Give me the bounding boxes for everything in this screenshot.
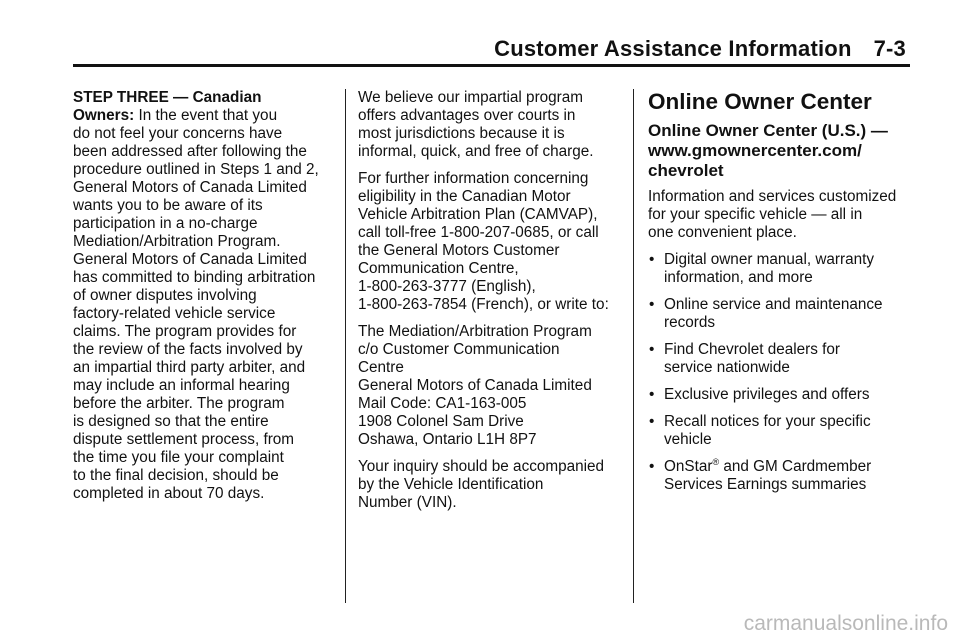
- list-item-line: Digital owner manual, warranty: [664, 251, 874, 268]
- text-line: by the Vehicle Identification: [358, 476, 544, 493]
- column-left: [73, 89, 333, 512]
- section-title: Customer Assistance Information: [494, 36, 852, 61]
- column-divider: [345, 89, 346, 603]
- address-line: 1908 Colonel Sam Drive: [358, 413, 524, 430]
- text-line: to the final decision, should be: [73, 467, 279, 484]
- text-line: Number (VIN).: [358, 494, 457, 511]
- text-line: procedure outlined in Steps 1 and 2,: [73, 161, 319, 178]
- bullet: •: [649, 413, 655, 430]
- vin-paragraph: [358, 458, 628, 512]
- bullet: •: [649, 386, 655, 403]
- bullet: •: [649, 458, 655, 475]
- text-line: the General Motors Customer: [358, 242, 560, 259]
- header-rule: [73, 64, 910, 67]
- page-number: 7-3: [873, 36, 906, 61]
- text-line: claims. The program provides for: [73, 323, 297, 340]
- intro-paragraph: [648, 188, 916, 242]
- text-line: of owner disputes involving: [73, 287, 257, 304]
- address-line: Oshawa, Ontario L1H 8P7: [358, 431, 537, 448]
- text-line: offers advantages over courts in: [358, 107, 576, 124]
- list-item-line: Find Chevrolet dealers for: [664, 341, 840, 358]
- text-line: Your inquiry should be accompanied: [358, 458, 605, 475]
- list-item-line: Online service and maintenance: [664, 296, 883, 313]
- subheading-line: www.gmownercenter.com/: [648, 141, 862, 160]
- list-item-line: Services Earnings summaries: [664, 476, 867, 493]
- services-list: [648, 251, 916, 494]
- page-header: [494, 36, 906, 62]
- list-item-line: service nationwide: [664, 359, 790, 376]
- text-line: been addressed after following the: [73, 143, 307, 160]
- text-line: one convenient place.: [648, 224, 797, 241]
- text-line: participation in a no-charge: [73, 215, 258, 232]
- list-item-line: Exclusive privileges and offers: [664, 386, 870, 403]
- text-line: 1-800-263-3777 (English),: [358, 278, 536, 295]
- text-line: completed in about 70 days.: [73, 485, 265, 502]
- text-line: Information and services customized: [648, 188, 897, 205]
- address-line: General Motors of Canada Limited: [358, 377, 592, 394]
- text-line: an impartial third party arbiter, and: [73, 359, 306, 376]
- subheading-line: Online Owner Center (U.S.) —: [648, 121, 888, 140]
- list-item: [648, 251, 916, 287]
- contact-paragraph: [358, 170, 628, 314]
- text-line: before the arbiter. The program: [73, 395, 285, 412]
- list-item: [648, 341, 916, 377]
- registered-mark: ®: [712, 457, 720, 467]
- text-line: factory-related vehicle service: [73, 305, 276, 322]
- subheading-line: chevrolet: [648, 161, 724, 180]
- address-line: The Mediation/Arbitration Program: [358, 323, 592, 340]
- list-item: [648, 413, 916, 449]
- text-line: is designed so that the entire: [73, 413, 269, 430]
- column-middle: [358, 89, 628, 521]
- list-item-line: [664, 458, 916, 476]
- text-line: for your specific vehicle — all in: [648, 206, 863, 223]
- list-item: [648, 296, 916, 332]
- watermark: carmanualsonline.info: [743, 612, 948, 635]
- text-line: Mediation/Arbitration Program.: [73, 233, 281, 250]
- address-line: Centre: [358, 359, 404, 376]
- bullet: •: [649, 296, 655, 313]
- text-line: In the event that you: [138, 107, 278, 124]
- step-three-heading: STEP THREE — Canadian: [73, 89, 262, 106]
- list-item: [648, 386, 916, 404]
- text-line: most jurisdictions because it is: [358, 125, 565, 142]
- text-line: the time you file your complaint: [73, 449, 284, 466]
- text-line: [73, 107, 333, 125]
- text-line: Vehicle Arbitration Plan (CAMVAP),: [358, 206, 598, 223]
- text-line: General Motors of Canada Limited: [73, 251, 307, 268]
- list-item-line: records: [664, 314, 716, 331]
- brand-name: OnStar: [664, 458, 713, 475]
- text-line: General Motors of Canada Limited: [73, 179, 307, 196]
- text-line: wants you to be aware of its: [73, 197, 263, 214]
- address-line: Mail Code: CA1-163-005: [358, 395, 527, 412]
- section-heading: Online Owner Center: [648, 89, 872, 114]
- text-line: do not feel your concerns have: [73, 125, 283, 142]
- column-right: [648, 89, 916, 503]
- bullet: •: [649, 341, 655, 358]
- text-line: call toll-free 1-800-207-0685, or call: [358, 224, 599, 241]
- column-divider: [633, 89, 634, 603]
- address-line: c/o Customer Communication: [358, 341, 560, 358]
- bullet: •: [649, 251, 655, 268]
- text-line: For further information concerning: [358, 170, 589, 187]
- list-item-line: vehicle: [664, 431, 712, 448]
- mailing-address: [358, 323, 628, 449]
- text-line: We believe our impartial program: [358, 89, 584, 106]
- list-item-text: and GM Cardmember: [719, 458, 872, 475]
- text-line: dispute settlement process, from: [73, 431, 295, 448]
- list-item: [648, 458, 916, 494]
- text-line: eligibility in the Canadian Motor: [358, 188, 571, 205]
- text-line: informal, quick, and free of charge.: [358, 143, 594, 160]
- step-three-paragraph: [73, 89, 333, 503]
- step-three-heading: Owners:: [73, 107, 135, 124]
- advantages-paragraph: [358, 89, 628, 161]
- list-item-line: Recall notices for your specific: [664, 413, 871, 430]
- list-item-line: information, and more: [664, 269, 813, 286]
- text-line: 1-800-263-7854 (French), or write to:: [358, 296, 609, 313]
- text-line: may include an informal hearing: [73, 377, 290, 394]
- text-line: has committed to binding arbitration: [73, 269, 316, 286]
- subsection-heading: [648, 121, 916, 181]
- text-line: Communication Centre,: [358, 260, 519, 277]
- text-line: the review of the facts involved by: [73, 341, 303, 358]
